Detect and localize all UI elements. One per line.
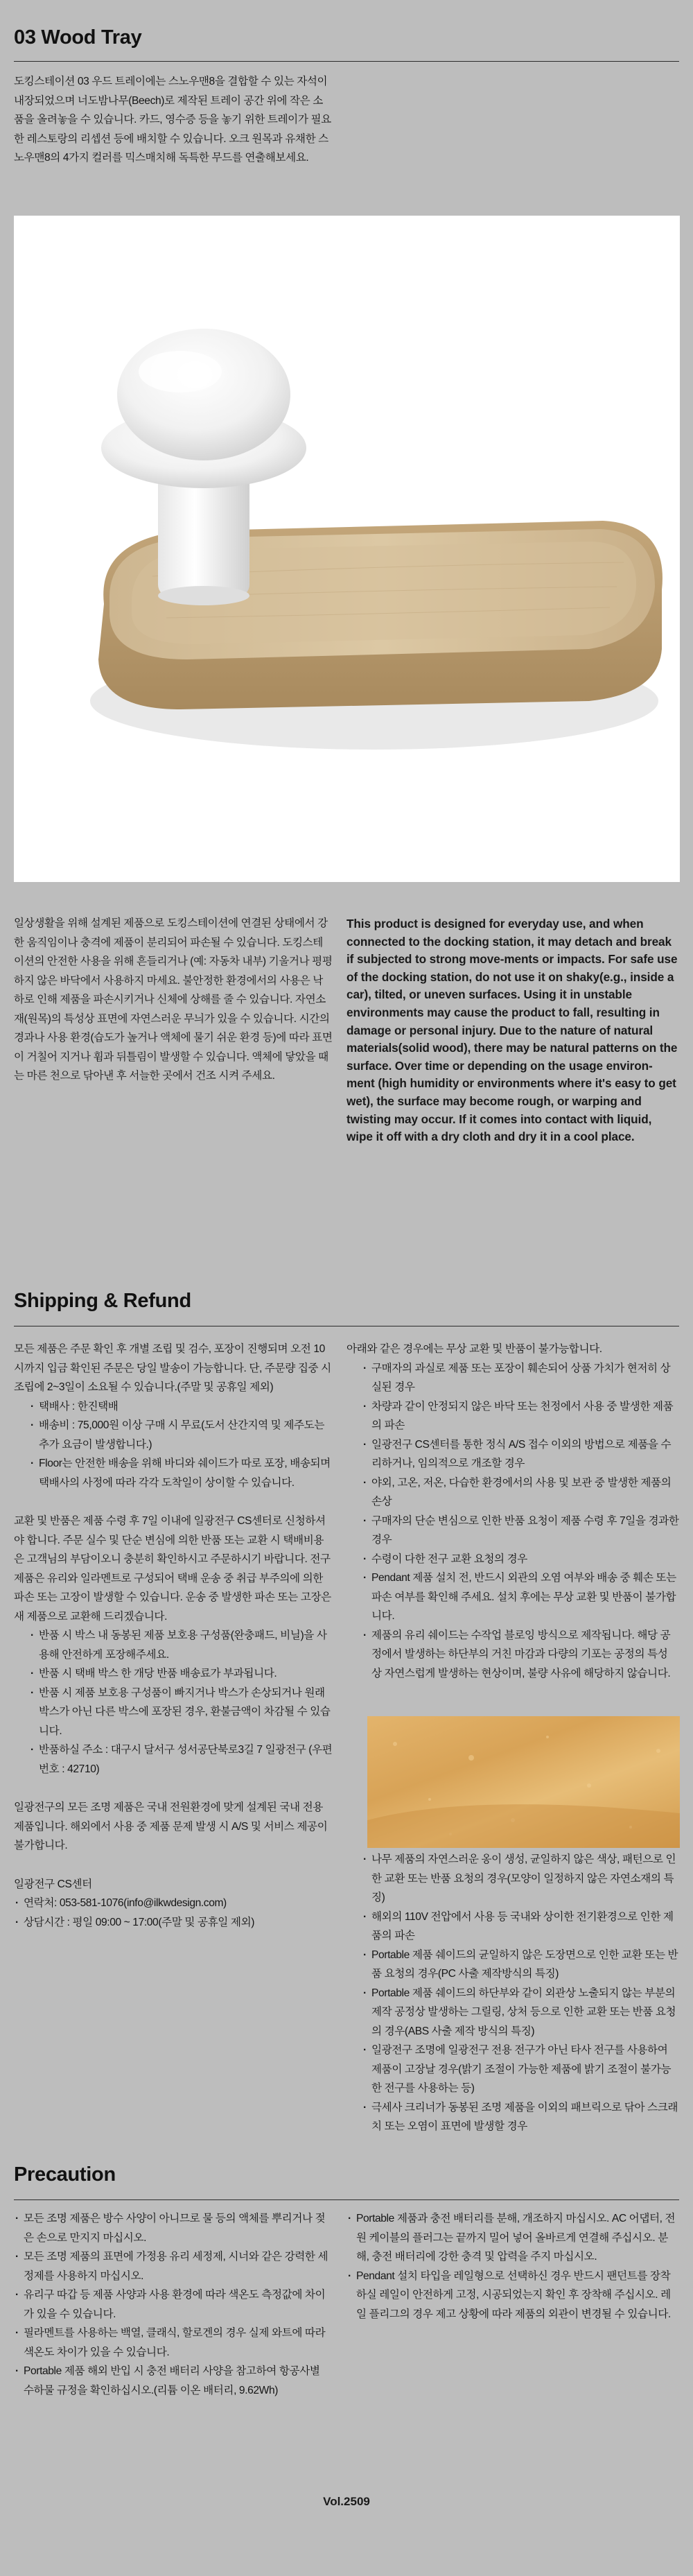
shipping-right-column xyxy=(346,1340,680,1683)
list-item: · 일광전구 조명에 일광전구 전용 전구가 아닌 타사 전구를 사용하여 제품이 고장날 경우(밝기 조절이 가능한 제품에 밝기 조절이 불가능한 전구를 사용하는 등) xyxy=(362,2041,680,2098)
list-item: · 반품하실 주소 : 대구시 달서구 성서공단북로3길 7 일광전구 (우편번호 : 42710) xyxy=(29,1740,333,1779)
list-item: · 반품 시 택배 박스 한 개당 반품 배송료가 부과됩니다. xyxy=(29,1664,333,1684)
wood-tray-illustration xyxy=(14,216,680,882)
product-title: 03 Wood Tray xyxy=(14,26,142,49)
no-return-list-continued xyxy=(362,1850,680,2136)
warranty-note: 일광전구의 모든 조명 제품은 국내 전원환경에 맞게 설계된 국내 전용 제품입니다. 해외에서 사용 중 제품 문제 발생 시 A/S 및 서비스 제공이 불가합니다. xyxy=(14,1801,328,1851)
list-item: · Portable 제품과 충전 배터리를 분해, 개조하지 마십시오. AC 어댑터, 전원 케이블의 플러그는 끝까지 밀어 넣어 올바르게 연결해 주십시오. 분해, 충전 배터리에 강한 충격 및 압력을 주지 마십시오. xyxy=(346,2209,680,2267)
cs-title: 일광전구 CS센터 xyxy=(14,1878,92,1890)
cs-contact[interactable]: · 연락처: 053-581-1076(info@ilkwdesign.com) xyxy=(14,1894,333,1913)
volume-label: Vol.2509 xyxy=(323,2495,370,2508)
shipping-intro: 모든 제품은 주문 확인 후 개별 조립 및 검수, 포장이 진행되며 오전 10시까지 입금 확인된 주문은 당일 발송이 가능합니다. 단, 주문량 집중 시 조립에 2~3일이 소요될 수 있습니다.(주말 및 공휴일 제외) xyxy=(14,1343,331,1393)
return-intro: 교환 및 반품은 제품 수령 후 7일 이내에 일광전구 CS센터로 신청하셔야 합니다. 주문 실수 및 단순 변심에 의한 반품 또는 교환 시 택배비용은 고객님의 부담이오니 충분히 확인하시고 주문하시기 바랍니다. 전구 제품은 유리와 일라멘트로 구성되어 택배 운송 중 취급 부주의에 의한 파손 또는 고장이 발생할 수 있습니다. 운송 중 발생한 파손 또는 고장은 새 제품으로 교환해 드리겠습니다. xyxy=(14,1515,331,1623)
precaution-right-column xyxy=(346,2209,680,2324)
no-return-list xyxy=(362,1359,680,1684)
list-item: · 반품 시 박스 내 동봉된 제품 보호용 구성품(완충패드, 비닐)을 사용해 안전하게 포장해주세요. xyxy=(29,1626,333,1664)
list-item: · 구매자의 과실로 제품 또는 포장이 훼손되어 상품 가치가 현저히 상실된 경우 xyxy=(362,1359,680,1397)
precaution-list-right xyxy=(346,2209,680,2324)
list-item: · 모든 조명 제품의 표면에 가정용 유리 세정제, 시너와 같은 강력한 세정제를 사용하지 마십시오. xyxy=(14,2247,333,2285)
list-item: · 극세사 크리너가 동봉된 조명 제품을 이외의 패브릭으로 닦아 스크래치 또는 오염이 표면에 발생할 경우 xyxy=(362,2098,680,2136)
title-divider xyxy=(14,61,679,62)
product-intro-text: 도킹스테이션 03 우드 트레이에는 스노우맨8을 결합할 수 있는 자석이 내장되었으며 너도밤나무(Beech)로 제작된 트레이 공간 위에 작은 소품을 올려놓을 수 있습니다. 카드, 영수증 등을 놓기 위한 트레이가 필요한 레스토랑의 리셉션 등에 배치할 수 있습니다. 오크 원목과 유채한 스노우맨8의 4가지 컬러를 믹스매치해 독특한 무드를 연출해보세요. xyxy=(14,76,331,164)
list-item: · 야외, 고온, 저온, 다습한 환경에서의 사용 및 보관 중 발생한 제품의 손상 xyxy=(362,1473,680,1512)
list-item: · 모든 조명 제품은 방수 사양이 아니므로 물 등의 액체를 뿌리거나 젖은 손으로 만지지 마십시오. xyxy=(14,2209,333,2247)
list-item: · 제품의 유리 쉐이드는 수작업 블로잉 방식으로 제작됩니다. 해당 공정에서 발생하는 하단부의 거친 마감과 다량의 기포는 공정의 특성 상 자연스럽게 발생하는 현상이며, 불량 사유에 해당하지 않습니다. xyxy=(362,1626,680,1684)
glass-shade-detail-image xyxy=(367,1716,680,1848)
list-item: · Pendant 제품 설치 전, 반드시 외관의 오염 여부와 배송 중 훼손 또는 파손 여부를 확인해 주세요. 설치 후에는 무상 교환 및 반품이 불가합니다. xyxy=(362,1568,680,1626)
list-item: · Portable 제품 해외 반입 시 충전 배터리 사양을 참고하여 항공사별 수하물 규정을 확인하십시오.(리튬 이온 배터리, 9.62Wh) xyxy=(14,2362,333,2400)
list-item: · Portable 제품 쉐이드의 균일하지 않은 도장면으로 인한 교환 또는 반품 요청의 경우(PC 사출 제작방식의 특징) xyxy=(362,1946,680,1984)
precaution-left-column xyxy=(14,2209,333,2400)
list-item: · 일광전구 CS센터를 통한 정식 A/S 접수 이외의 방법으로 제품을 수리하거나, 임의적으로 개조할 경우 xyxy=(362,1435,680,1473)
notice-korean-text: 일상생활을 위해 설계된 제품으로 도킹스테이션에 연결된 상태에서 강한 움직임이나 충격에 제품이 분리되어 파손될 수 있습니다. 도킹스테이션의 안전한 사용을 위해 흔들리거나 (예: 자동차 내부) 기울거나 평평하지 않은 바닥에서 사용하지 마세요. 불안정한 환경에서의 사용은 낙하로 인해 제품을 파손시키거나 신체에 상해를 줄 수 있습니다. 자연소재(원목)의 특성상 표면에 자연스러운 무늬가 있을 수 있습니다. 시간의 경과나 사용 환경(습도가 높거나 액체에 물기 쉬운 환경 등)에 따라 표면이 거칠어 지거나 휨과 뒤틀림이 발생할 수 있습니다. 액체에 닿았을 때는 마른 천으로 닦아낸 후 서늘한 곳에서 건조 시켜 주세요. xyxy=(14,917,333,1082)
list-item: · 택배사 : 한진택배 xyxy=(29,1397,333,1417)
list-item: · 차량과 같이 안정되지 않은 바닥 또는 천정에서 사용 중 발생한 제품의 파손 xyxy=(362,1397,680,1435)
product-intro xyxy=(14,72,333,168)
no-return-intro: 아래와 같은 경우에는 무상 교환 및 반품이 불가능합니다. xyxy=(346,1343,602,1355)
notice-english-text: This product is designed for everyday use, and when connected to the docking station, it may detach and break if subjected to strong move-ments or impacts. For safe use of the docking station, do not use it on shaky(e.g., inside a car), tilted, or uneven surfaces. Using it in unstable environments may cause the product to fall, resulting in damage or personal injury. Due to the nature of natural materials(solid wood), there may be natural patterns on the surface. Over time or depending on the usage environ-ment (high humidity or environments where it's easy to get wet), the surface may become rough, or warping and twisting may occur. If it comes into contact with liquid, wipe it off with a dry cloth and dry it in a cool place. xyxy=(346,917,678,1144)
list-item: · 나무 제품의 자연스러운 옹이 생성, 균일하지 않은 색상, 패턴으로 인한 교환 또는 반품 요청의 경우(모양이 일정하지 않은 자연소재의 특징) xyxy=(362,1850,680,1908)
list-item: · 반품 시 제품 보호용 구성품이 빠지거나 박스가 손상되거나 원래 박스가 아닌 다른 박스에 포장된 경우, 환불금액이 차감될 수 있습니다. xyxy=(29,1684,333,1741)
precaution-list-left xyxy=(14,2209,333,2400)
list-item: · 배송비 : 75,000원 이상 구매 시 무료(도서 산간지역 및 제주도는 추가 요금이 발생합니다.) xyxy=(29,1416,333,1454)
glass-texture xyxy=(367,1716,680,1848)
list-item: · 필라멘트를 사용하는 백열, 클래식, 할로겐의 경우 실제 와트에 따라 색온도 차이가 있을 수 있습니다. xyxy=(14,2324,333,2362)
shipping-right-column-continued xyxy=(346,1850,680,2136)
return-list xyxy=(29,1626,333,1779)
shipping-title: Shipping & Refund xyxy=(14,1290,191,1312)
notice-english xyxy=(346,915,679,1146)
shipping-left-column xyxy=(14,1340,333,1932)
precaution-divider xyxy=(14,2199,679,2200)
list-item: · 해외의 110V 전압에서 사용 등 국내와 상이한 전기환경으로 인한 제품의 파손 xyxy=(362,1908,680,1946)
list-item: · Portable 제품 쉐이드의 하단부와 같이 외관상 노출되지 않는 부분의 제작 공정상 발생하는 그릴링, 상처 등으로 인한 교환 또는 반품 요청의 경우(ABS 사출 제작 방식의 특징) xyxy=(362,1984,680,2041)
delivery-list xyxy=(29,1397,333,1493)
list-item: · 유리구 따갑 등 제품 사양과 사용 환경에 따라 색온도 측정값에 차이가 있을 수 있습니다. xyxy=(14,2285,333,2324)
list-item: · Floor는 안전한 배송을 위해 바디와 쉐이드가 따로 포장, 배송되며 택배사의 사정에 따라 각각 도착일이 상이할 수 있습니다. xyxy=(29,1454,333,1492)
list-item: · 구매자의 단순 변심으로 인한 반품 요청이 제품 수령 후 7일을 경과한 경우 xyxy=(362,1512,680,1550)
precaution-title: Precaution xyxy=(14,2163,116,2186)
cs-hours: · 상담시간 : 평일 09:00 ~ 17:00(주말 및 공휴일 제외) xyxy=(14,1913,333,1933)
list-item: · Pendant 설치 타입을 레일형으로 선택하신 경우 반드시 팬던트를 장착하실 레일이 안전하게 고정, 시공되었는지 확인 후 장착해 주십시오. 레일 플리그의 경우 제고 상황에 따라 제품의 외관이 변경될 수 있습니다. xyxy=(346,2267,680,2324)
product-image xyxy=(14,216,680,882)
notice-korean xyxy=(14,914,333,1086)
list-item: · 수령이 다한 전구 교환 요청의 경우 xyxy=(362,1550,680,1569)
cs-list xyxy=(14,1894,333,1932)
